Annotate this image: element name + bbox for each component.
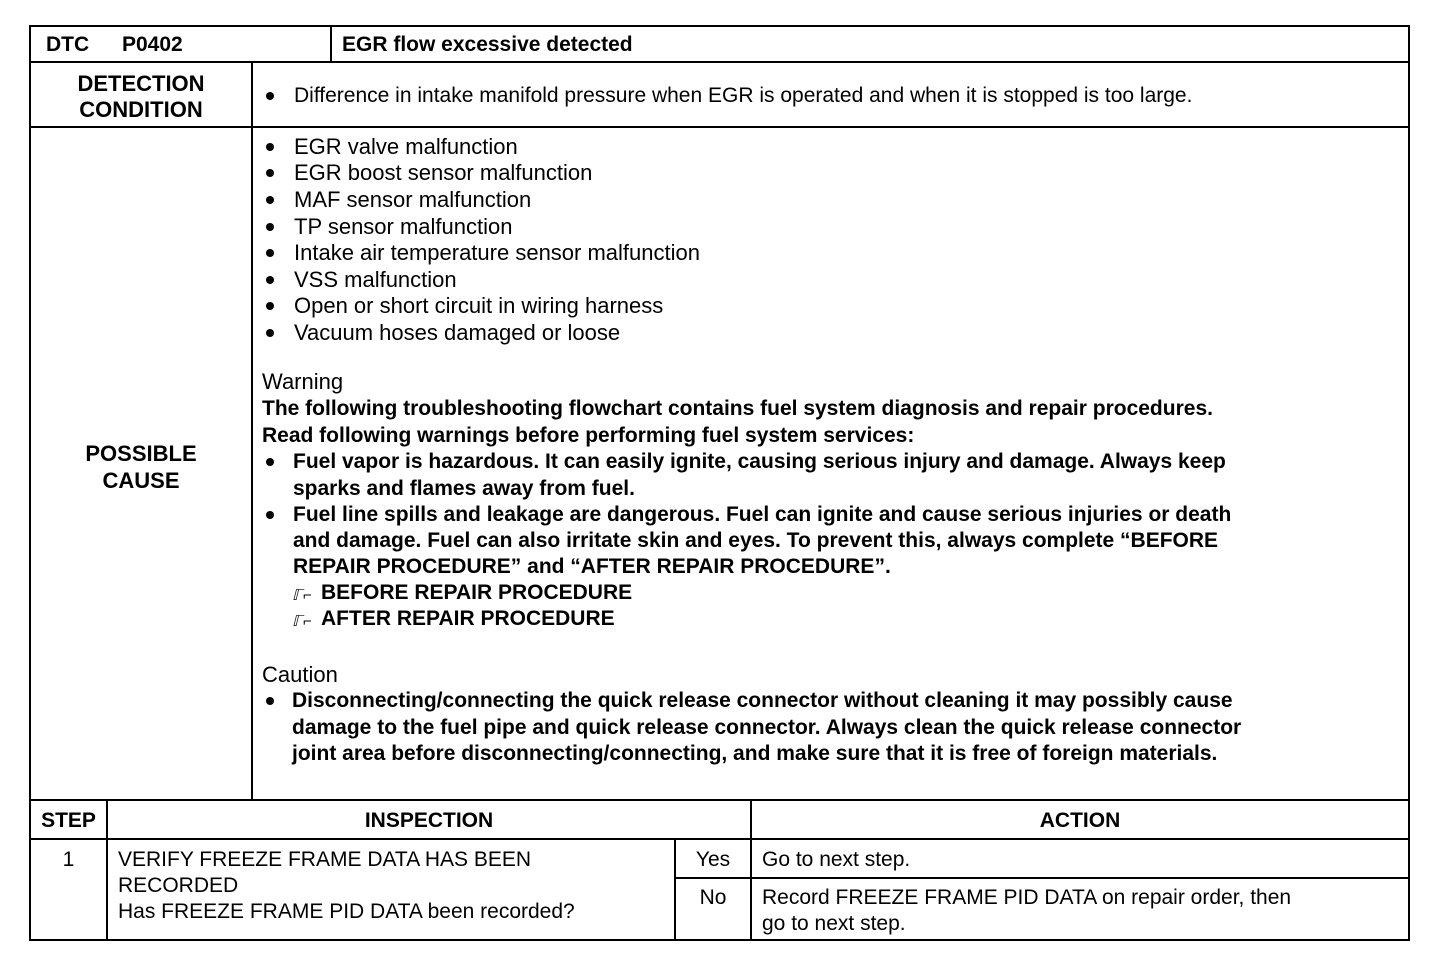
caution-line3: joint area before disconnecting/connecting, and make sure that it is free of foreign materials. (292, 742, 1218, 765)
no-action-line2: go to next step. (762, 912, 906, 935)
bullet-icon (266, 302, 274, 310)
yes-action: Go to next step. (762, 848, 911, 871)
action-header: ACTION (1039, 809, 1121, 832)
cause-item: EGR valve malfunction (294, 134, 518, 159)
warning-bullet1-line1: Fuel vapor is hazardous. It can easily ignite, causing serious injury and damage. Always keep (293, 450, 1226, 473)
inspection-header: INSPECTION (364, 809, 494, 832)
after-repair-link[interactable]: AFTER REPAIR PROCEDURE (321, 607, 615, 630)
warning-bullet2-line3: REPAIR PROCEDURE” and “AFTER REPAIR PROCEDURE”. (293, 555, 891, 578)
cause-item: MAF sensor malfunction (294, 187, 532, 212)
cause-item: Open or short circuit in wiring harness (294, 293, 664, 318)
step-number: 1 (62, 848, 75, 871)
detection-label-line1: DETECTION (77, 71, 205, 96)
inspection-line2: RECORDED (118, 874, 239, 897)
warning-intro-line2: Read following warnings before performing fuel system services: (262, 424, 915, 447)
bullet-icon (266, 223, 274, 231)
warning-title: Warning (262, 369, 344, 394)
cause-item: Intake air temperature sensor malfunction (294, 240, 700, 265)
bullet-icon (266, 249, 274, 257)
bullet-icon (266, 169, 274, 177)
bullet-icon (266, 92, 274, 100)
detection-label (31, 71, 251, 123)
possible-cause-label (31, 440, 251, 494)
dtc-label: DTC (46, 33, 90, 56)
reference-arrow-icon: ℾ⌐ (292, 587, 313, 604)
bullet-icon (266, 143, 274, 151)
dtc-title: EGR flow excessive detected (342, 33, 633, 56)
possible-cause-label-line2: CAUSE (102, 468, 180, 493)
caution-line1: Disconnecting/connecting the quick release connector without cleaning it may possibly cause (292, 689, 1233, 712)
bullet-icon (266, 329, 274, 337)
warning-bullet2-line2: and damage. Fuel can also irritate skin and eyes. To prevent this, always complete “BEFORE (293, 529, 1219, 552)
bullet-icon (266, 276, 274, 284)
no-action-line1: Record FREEZE FRAME PID DATA on repair order, then (762, 886, 1292, 909)
no-label: No (699, 886, 727, 909)
yes-label: Yes (695, 848, 731, 871)
inspection-question: Has FREEZE FRAME PID DATA been recorded? (118, 900, 575, 923)
bullet-icon (266, 196, 274, 204)
bullet-icon (266, 697, 274, 705)
warning-bullet2-line1: Fuel line spills and leakage are dangerous. Fuel can ignite and cause serious injuries or death (293, 503, 1232, 526)
cause-item: EGR boost sensor malfunction (294, 160, 593, 185)
cause-item: VSS malfunction (294, 267, 457, 292)
warning-bullet1-line2: sparks and flames away from fuel. (293, 477, 635, 500)
warning-intro-line1: The following troubleshooting flowchart contains fuel system diagnosis and repair procedures. (262, 397, 1213, 420)
inspection-line1: VERIFY FREEZE FRAME DATA HAS BEEN (118, 848, 532, 871)
caution-title: Caution (262, 662, 338, 687)
cause-item: TP sensor malfunction (294, 214, 513, 239)
possible-cause-label-line1: POSSIBLE (85, 441, 197, 466)
caution-line2: damage to the fuel pipe and quick release connector. Always clean the quick release connector (292, 716, 1242, 739)
bullet-icon (266, 511, 274, 519)
before-repair-link[interactable]: BEFORE REPAIR PROCEDURE (321, 581, 633, 604)
cause-item: Vacuum hoses damaged or loose (294, 320, 621, 345)
reference-arrow-icon: ℾ⌐ (292, 613, 313, 630)
bullet-icon (266, 458, 274, 466)
dtc-code: P0402 (122, 33, 183, 56)
step-header: STEP (41, 809, 96, 832)
detection-label-line2: CONDITION (79, 97, 203, 122)
detection-text: Difference in intake manifold pressure when EGR is operated and when it is stopped is too large. (294, 84, 1193, 107)
